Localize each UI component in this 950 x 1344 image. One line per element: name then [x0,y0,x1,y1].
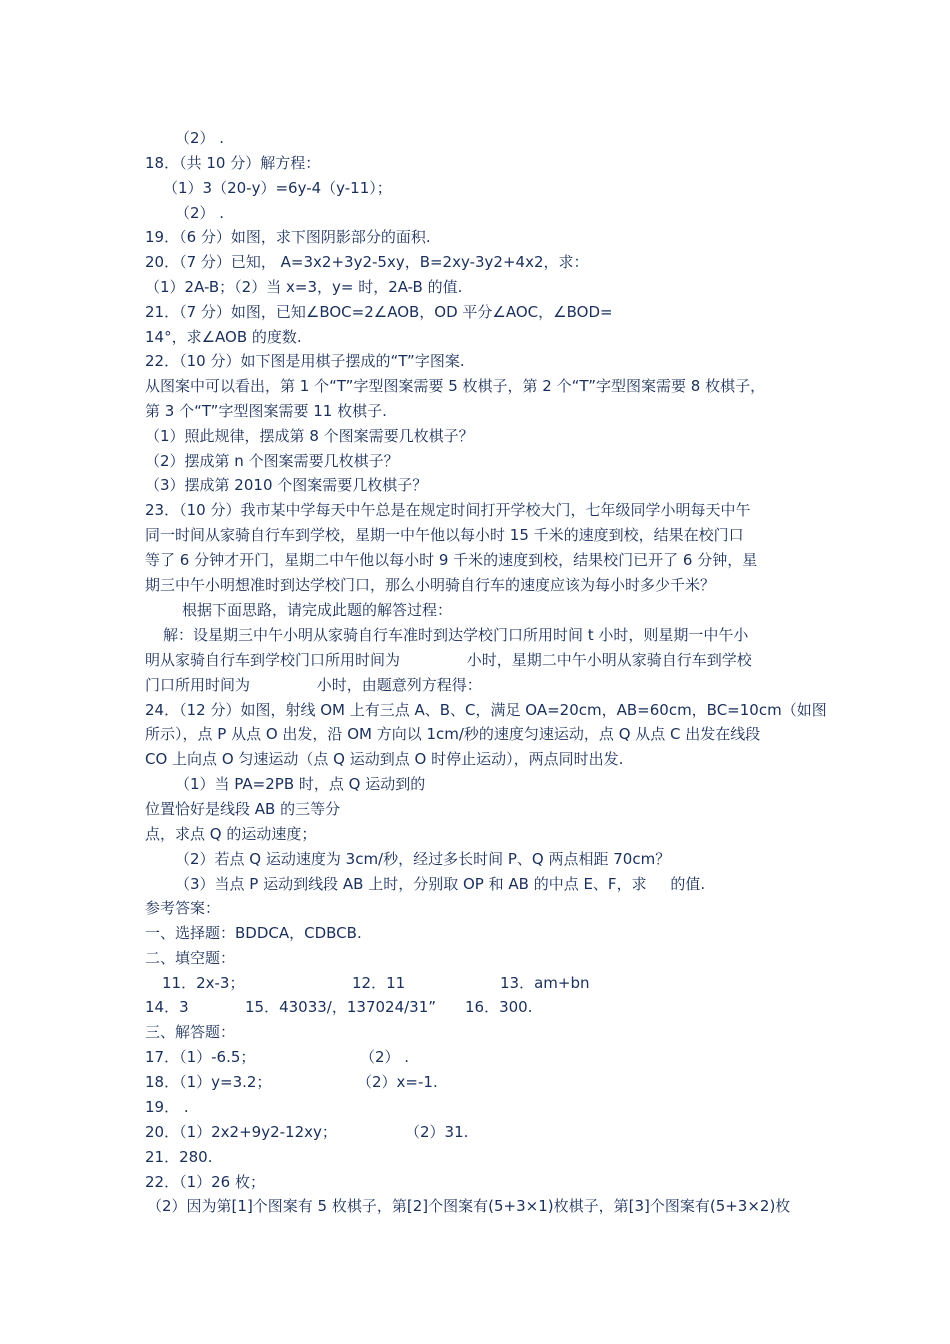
answer-17-1: 17．（1）-6.5； [145,1048,256,1066]
answer-19: 19． . [145,1098,189,1116]
answer-13: 13．am+bn [500,974,590,992]
answer-22-1: 22．（1）26 枚； [145,1173,265,1191]
question-24: 24．（12 分）如图，射线 OM 上有三点 A、B、C，满足 OA=20cm，AB=60cm，BC=10cm（如图 [145,701,827,719]
line-text: （2）若点 Q 运动速度为 3cm/秒，经过多长时间 P、Q 两点相距 70cm？ [175,850,671,868]
question-23: 23．（10 分）我市某中学每天中午总是在规定时间打开学校大门，七年级同学小明每天中午 [145,501,751,519]
line-text: 门口所用时间为 小时，由题意列方程得： [145,676,482,694]
line-text: （2）摆成第 n 个图案需要几枚棋子？ [145,452,399,470]
line-text: （1）当 PA=2PB 时，点 Q 运动到的 [175,775,426,793]
answers-heading: 参考答案： [145,899,221,917]
line-text: 明从家骑自行车到学校门口所用时间为 小时，星期二中午小明从家骑自行车到学校 [145,651,752,669]
line-text: （1）2A-B；（2）当 x=3，y= 时，2A-B 的值. [145,278,463,296]
line-text: 位置恰好是线段 AB 的三等分 [145,800,341,818]
line-text: 期三中午小明想准时到达学校门口，那么小明骑自行车的速度应该为每小时多少千米？ [145,576,716,594]
answer-17-2: （2） . [360,1048,410,1066]
answer-16: 16．300. [465,998,533,1016]
answer-20-1: 20．（1）2x2+9y2-12xy； [145,1123,337,1141]
section-heading: 三、解答题： [145,1023,236,1041]
answer-20-2: （2）31. [405,1123,469,1141]
question-21: 21．（7 分）如图，已知∠BOC=2∠AOB，OD 平分∠AOC，∠BOD= [145,303,613,321]
line-text: （1）3（20-y）=6y-4（y-11）； [163,179,392,197]
question-22: 22．（10 分）如下图是用棋子摆成的“T”字图案. [145,352,465,370]
line-text: 14°，求∠AOB 的度数. [145,328,302,346]
answer-12: 12．11 [352,974,406,992]
answer-18-2: （2）x=-1. [357,1073,438,1091]
question-20: 20．（7 分）已知， A=3x2+3y2-5xy，B=2xy-3y2+4x2，求： [145,253,589,271]
line-text: CO 上向点 O 匀速运动（点 Q 运动到点 O 时停止运动），两点同时出发. [145,750,624,768]
line-text: （3）当点 P 运动到线段 AB 上时，分别取 OP 和 AB 的中点 E、F，求 的值. [175,875,706,893]
question-18: 18．（共 10 分）解方程： [145,154,321,172]
answer-15: 15．43033/，137024/31” [245,998,437,1016]
line-text: （2） . [175,204,225,222]
line-text: 等了 6 分钟才开门，星期二中午他以每小时 9 千米的速度到校，结果校门已开了 6 分钟，星 [145,551,758,569]
line-text: 二、填空题： [145,949,236,967]
answer-14: 14．3 [145,998,189,1016]
answer-21: 21．280. [145,1148,213,1166]
line-text: 一、选择题：BDDCA，CDBCB. [145,924,362,942]
line-text: 点，求点 Q 的运动速度； [145,825,317,843]
answer-18-1: 18．（1）y=3.2； [145,1073,272,1091]
line-text: 从图案中可以看出，第 1 个“T”字型图案需要 5 枚棋子，第 2 个“T”字型图案需要 8 枚棋子， [145,377,766,395]
line-text: 根据下面思路，请完成此题的解答过程： [182,601,453,619]
line-text: （2） . [175,129,225,147]
question-19: 19．（6 分）如图，求下图阴影部分的面积. [145,228,431,246]
line-text: 所示），点 P 从点 O 出发，沿 OM 方向以 1cm/秒的速度匀速运动，点 Q 从点 C 出发在线段 [145,725,761,743]
line-text: 同一时间从家骑自行车到学校，星期一中午他以每小时 15 千米的速度到校，结果在校门口 [145,526,744,544]
answer-22-2: （2）因为第[1]个图案有 5 枚棋子，第[2]个图案有(5+3×1)枚棋子，第[3]个图案有(5+3×2)枚 [147,1197,791,1215]
answer-11: 11．2x-3； [162,974,245,992]
line-text: 解：设星期三中午小明从家骑自行车准时到达学校门口所用时间 t 小时，则星期一中午小 [163,626,749,644]
line-text: （3）摆成第 2010 个图案需要几枚棋子？ [145,476,428,494]
line-text: 第 3 个“T”字型图案需要 11 枚棋子. [145,402,387,420]
line-text: （1）照此规律，摆成第 8 个图案需要几枚棋子？ [145,427,474,445]
